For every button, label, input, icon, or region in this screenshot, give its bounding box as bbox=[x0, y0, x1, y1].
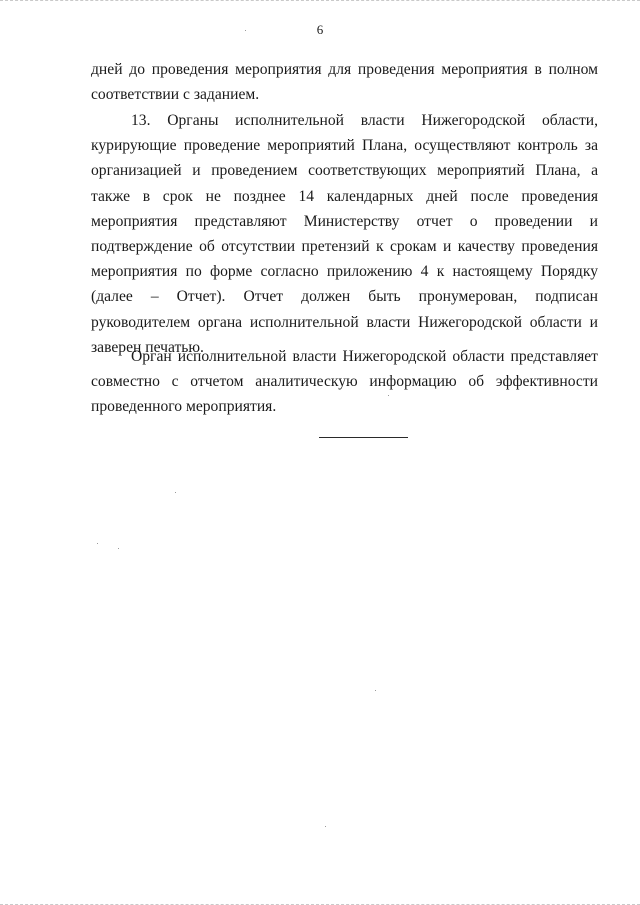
paragraph-text: дней до проведения мероприятия для проведения мероприятия в полном соответствии с заданием. bbox=[91, 61, 598, 104]
paragraph-text: 13. Органы исполнительной власти Нижегородской области, курирующие проведение мероприятий Плана, осуществляют контроль за организацией и проведением соответствующих мероприятий Плана, а также в срок не позднее 14 календарных дней после проведения мероприятия представляют Министерству отчет о проведении и подтверждение об отсутствии претензий к срокам и качеству проведения мероприятия по форме согласно приложению 4 к настоящему Порядку (далее – Отчет). Отчет должен быть пронумерован, подписан руководителем органа исполнительной власти Нижегородской области и заверен печатью. bbox=[91, 112, 598, 356]
scan-edge-top bbox=[0, 0, 640, 3]
paragraph-continuation bbox=[91, 57, 598, 107]
scan-speck bbox=[118, 548, 119, 549]
end-separator-line bbox=[319, 437, 408, 438]
scan-speck bbox=[388, 395, 389, 396]
paragraph-text: Орган исполнительной власти Нижегородской области представляет совместно с отчетом аналитическую информацию об эффективности проведенного мероприятия. bbox=[91, 348, 598, 416]
scan-speck bbox=[325, 826, 326, 827]
page-number: 6 bbox=[316, 22, 324, 37]
scan-speck bbox=[245, 30, 246, 31]
paragraph-item-13 bbox=[91, 108, 598, 360]
paragraph-analytics bbox=[91, 344, 598, 420]
scan-speck bbox=[375, 690, 376, 691]
scan-speck bbox=[175, 492, 176, 493]
scan-speck bbox=[97, 543, 98, 544]
